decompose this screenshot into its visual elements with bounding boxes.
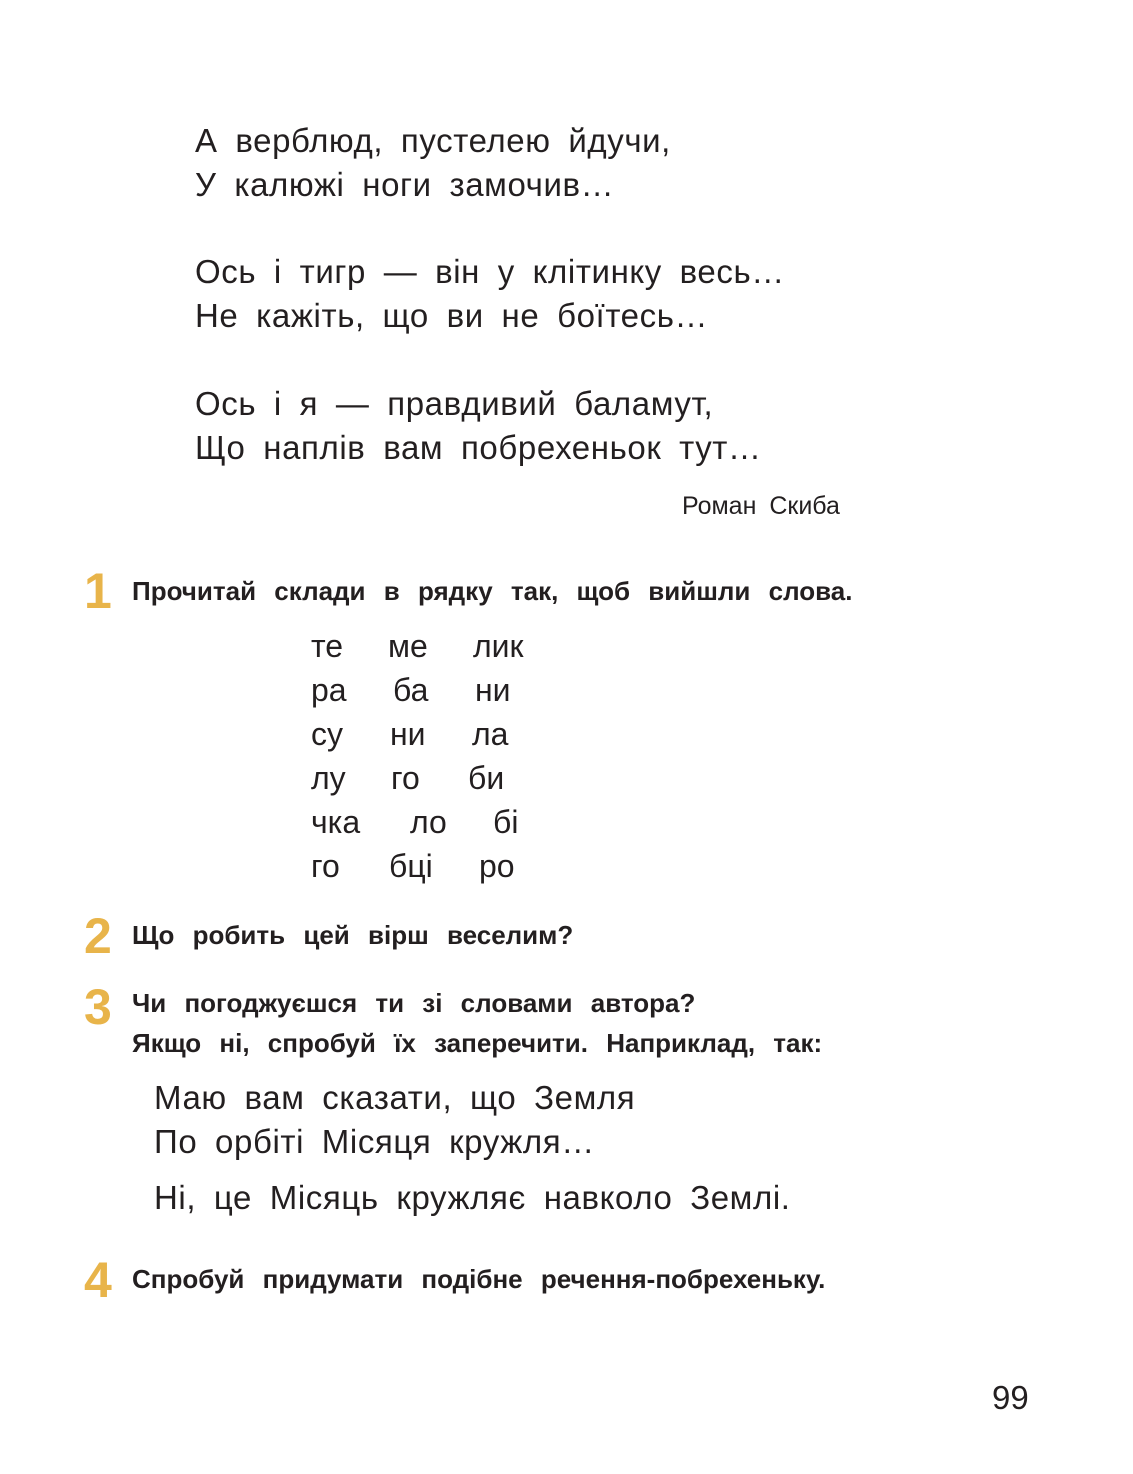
- poem-stanza-1: [195, 119, 671, 207]
- task-number-2: 2: [84, 908, 112, 964]
- task-line: Що робить цей вірш веселим?: [132, 920, 574, 950]
- syllable-row: [311, 756, 524, 800]
- syllable: ла: [472, 716, 509, 752]
- syllable: лу: [311, 760, 346, 796]
- syllable: го: [391, 760, 420, 796]
- syllable-row: [311, 624, 524, 668]
- syllable: би: [468, 760, 505, 796]
- task-text-4: [132, 1259, 825, 1299]
- poem-line: Ось і я — правдивий баламут,: [195, 385, 714, 422]
- syllable: ни: [390, 716, 426, 752]
- syllable: ро: [479, 848, 515, 884]
- syllable: лик: [473, 628, 524, 664]
- syllable-row: [311, 712, 524, 756]
- syllable: ра: [311, 672, 347, 708]
- example-answer: Ні, це Місяць кружляє навколо Землі.: [154, 1179, 791, 1216]
- syllable: су: [311, 716, 343, 752]
- task-number-1: 1: [84, 563, 112, 619]
- syllable: чка: [311, 804, 361, 840]
- poem-line: Не кажіть, що ви не боїтесь…: [195, 297, 709, 334]
- poem-author: Роман Скиба: [682, 492, 840, 520]
- task-line: Якщо ні, спробуй їх заперечити. Наприклад, так:: [132, 1028, 823, 1058]
- task-text-2: [132, 915, 573, 955]
- syllable-grid: [311, 624, 524, 888]
- poem-line: У калюжі ноги замочив…: [195, 166, 615, 203]
- task-text-1: [132, 571, 852, 611]
- poem-line: А верблюд, пустелею йдучи,: [195, 122, 671, 159]
- syllable: бці: [389, 848, 433, 884]
- page-number: 99: [992, 1379, 1029, 1416]
- syllable: го: [311, 848, 340, 884]
- syllable: бі: [493, 804, 519, 840]
- poem-line: Ось і тигр — він у клітинку весь…: [195, 253, 785, 290]
- example-verse: [154, 1076, 635, 1164]
- example-line: По орбіті Місяця кружля…: [154, 1123, 595, 1160]
- syllable-row: [311, 668, 524, 712]
- task-number-3: 3: [84, 979, 112, 1035]
- task-line: Спробуй придумати подібне речення-побрехеньку.: [132, 1264, 826, 1294]
- syllable: те: [311, 628, 344, 664]
- poem-line: Що наплів вам побрехеньок тут…: [195, 429, 762, 466]
- syllable-row: [311, 800, 524, 844]
- syllable: ба: [393, 672, 429, 708]
- syllable: ло: [410, 804, 447, 840]
- task-number-4: 4: [84, 1252, 112, 1308]
- syllable: ни: [475, 672, 511, 708]
- example-line: Маю вам сказати, що Земля: [154, 1079, 636, 1116]
- task-line: Чи погоджуєшся ти зі словами автора?: [132, 988, 696, 1018]
- syllable-row: [311, 844, 524, 888]
- task-text-3: [132, 983, 822, 1063]
- poem-stanza-2: [195, 250, 785, 338]
- syllable: ме: [388, 628, 428, 664]
- task-line: Прочитай склади в рядку так, щоб вийшли слова.: [132, 576, 853, 606]
- poem-stanza-3: [195, 382, 762, 470]
